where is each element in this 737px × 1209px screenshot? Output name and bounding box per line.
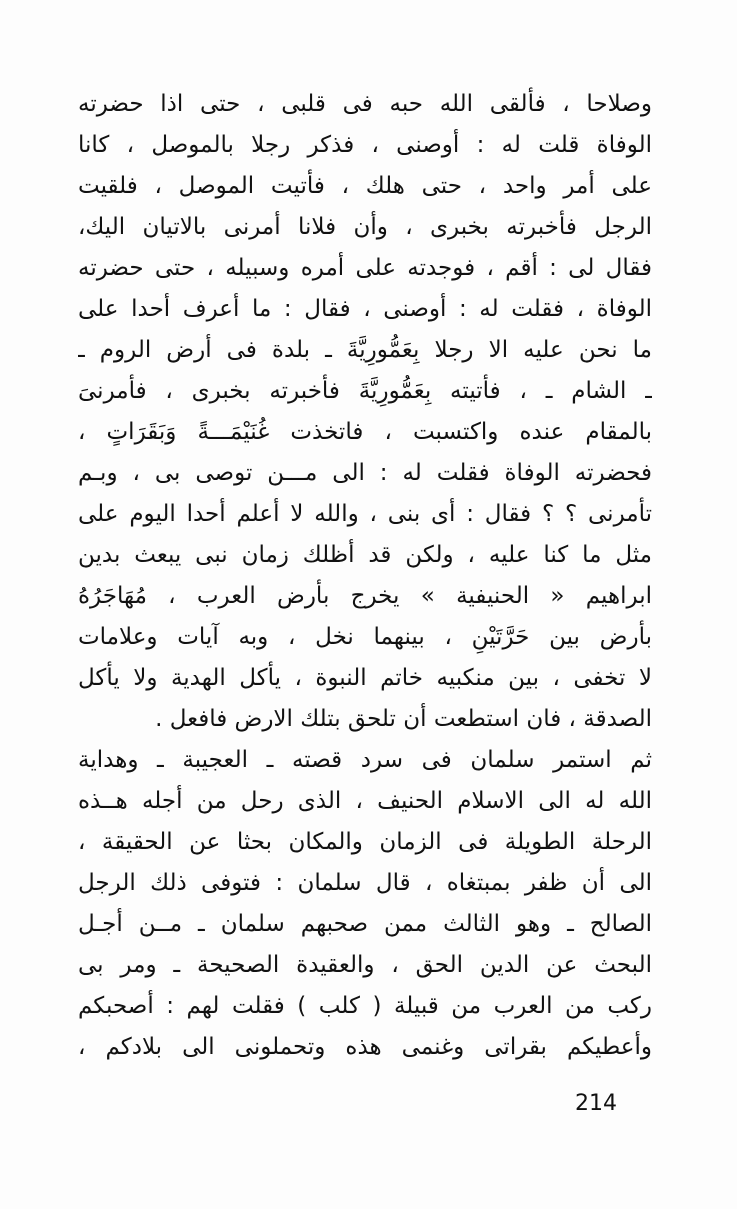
text-line: الى أن ظفر بمبتغاه ، قال سلمان : فتوفى ذلك الرجل — [78, 870, 652, 896]
text-line: البحث عن الدين الحق ، والعقيدة الصحيحة ـ ومر بى — [78, 952, 652, 978]
paragraph-1 — [78, 84, 652, 740]
text-line: ركب من العرب من قبيلة ( كلب ) فقلت لهم : أصحبكم — [78, 993, 652, 1019]
text-line: وصلاحا ، فألقى الله حبه فى قلبى ، حتى اذا حضرته — [78, 91, 652, 117]
text-line: ثم استمر سلمان فى سرد قصته ـ العجيبة ـ وهداية — [78, 747, 652, 773]
text-line: بالمقام عنده واكتسبت ، فاتخذت غُنَيْمَـــةً وَبَقَرَاتٍ ، — [78, 419, 652, 445]
text-line: مثل ما كنا عليه ، ولكن قد أظلك زمان نبى يبعث بدين — [78, 542, 652, 568]
paragraph-2 — [78, 740, 652, 1068]
text-line: على أمر واحد ، حتى هلك ، فأتيت الموصل ، فلقيت — [78, 173, 652, 199]
text-line: ـ الشام ـ ، فأتيته بِعَمُّورِيَّةَ فأخبرته بخبرى ، فأمرنىَ — [78, 378, 652, 404]
text-line: وأعطيكم بقراتى وغنمى هذه وتحملونى الى بلادكم ، — [78, 1034, 652, 1060]
text-line: الوفاة قلت له : أوصنى ، فذكر رجلا بالموصل ، كانا — [78, 132, 652, 158]
text-line-last: الصدقة ، فان استطعت أن تلحق بتلك الارض فافعل . — [155, 706, 652, 732]
text-line: بأرض بين حَرَّتَيْنِ ، بينهما نخل ، وبه آيات وعلامات — [78, 624, 652, 650]
text-line: الله له الى الاسلام الحنيف ، الذى رحل من أجله هــذه — [78, 788, 652, 814]
text-line: فحضرته الوفاة فقلت له : الى مـــن توصى بى ، وبـم — [78, 460, 652, 486]
text-line: ما نحن عليه الا رجلا بِعَمُّورِيَّةَ ـ بلدة فى أرض الروم ـ — [78, 337, 652, 363]
text-line: ابراهيم « الحنيفية » يخرج بأرض العرب ، مُهَاجَرُهُ — [78, 583, 652, 609]
page-number: 214 — [575, 1091, 617, 1116]
text-line: الرجل فأخبرته بخبرى ، وأن فلانا أمرنى بالاتيان اليك، — [78, 214, 652, 240]
text-line: لا تخفى ، بين منكبيه خاتم النبوة ، يأكل الهدية ولا يأكل — [78, 665, 652, 691]
text-line: الوفاة ، فقلت له : أوصنى ، فقال : ما أعرف أحدا على — [78, 296, 652, 322]
text-line: الرحلة الطويلة فى الزمان والمكان بحثا عن الحقيقة ، — [78, 829, 652, 855]
text-line: فقال لى : أقم ، فوجدته على أمره وسبيله ، حتى حضرته — [78, 255, 652, 281]
text-line: تأمرنى ؟ ؟ فقال : أى بنى ، والله لا أعلم أحدا اليوم على — [78, 501, 652, 527]
text-line: الصالح ـ وهو الثالث ممن صحبهم سلمان ـ مــن أجـل — [78, 911, 652, 937]
